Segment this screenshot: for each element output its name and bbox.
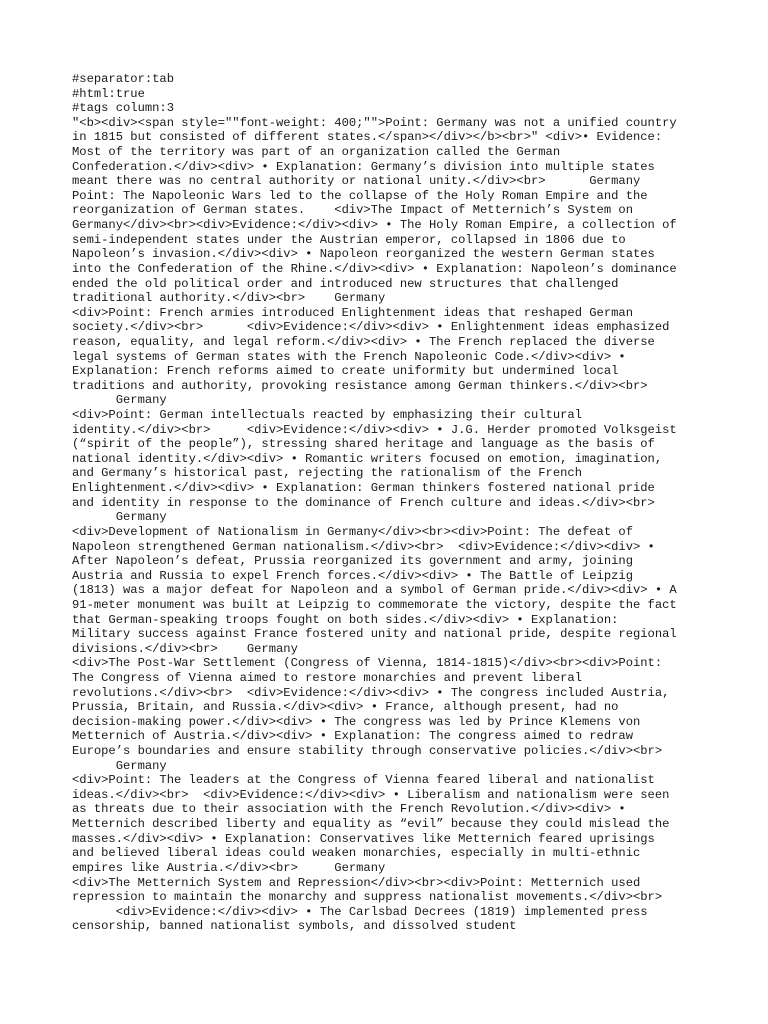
text-line: into the Confederation of the Rhine.</div><div> • Explanation: Napoleon’s dominance bbox=[72, 261, 677, 276]
text-line: After Napoleon’s defeat, Prussia reorganized its government and army, joining bbox=[72, 554, 633, 569]
text-line: and identity in response to the dominance of French culture and ideas.</div><br> bbox=[72, 495, 655, 510]
text-line: Austria and Russia to expel French forces.</div><div> • The Battle of Leipzig bbox=[72, 568, 633, 583]
text-line: <div>Point: French armies introduced Enlightenment ideas that reshaped German bbox=[72, 305, 633, 320]
text-line: repression to maintain the monarchy and suppress nationalist movements.</div><br> bbox=[72, 890, 663, 905]
text-line: The Congress of Vienna aimed to restore monarchies and prevent liberal bbox=[72, 670, 582, 685]
text-line: revolutions.</div><br> <div>Evidence:</div><div> • The congress included Austria, bbox=[72, 685, 670, 700]
text-line: Metternich of Austria.</div><div> • Explanation: The congress aimed to redraw bbox=[72, 729, 633, 744]
text-line: legal systems of German states with the French Napoleonic Code.</div><div> • bbox=[72, 349, 626, 364]
text-line: national identity.</div><div> • Romantic writers focused on emotion, imagination, bbox=[72, 451, 663, 466]
text-line: 91-meter monument was built at Leipzig to commemorate the victory, despite the fact bbox=[72, 597, 677, 612]
text-line: traditional authority.</div><br> Germany bbox=[72, 291, 386, 306]
text-line: masses.</div><div> • Explanation: Conservatives like Metternich feared uprisings bbox=[72, 831, 655, 846]
document-page bbox=[72, 72, 762, 934]
text-line: Most of the territory was part of an organization called the German bbox=[72, 145, 561, 160]
text-line: Prussia, Britain, and Russia.</div><div> • France, although present, had no bbox=[72, 700, 619, 715]
text-line: that German-speaking troops fought on both sides.</div><div> • Explanation: bbox=[72, 612, 619, 627]
text-line: reason, equality, and legal reform.</div><div> • The French replaced the diverse bbox=[72, 334, 655, 349]
text-line: empires like Austria.</div><br> Germany bbox=[72, 860, 386, 875]
text-line: divisions.</div><br> Germany bbox=[72, 641, 298, 656]
text-line: "<b><div><span style=""font-weight: 400;"">Point: Germany was not a unified country bbox=[72, 115, 677, 130]
text-line: Metternich described liberty and equality as “evil” because they could mislead the bbox=[72, 817, 670, 832]
text-line: <div>Development of Nationalism in Germany</div><br><div>Point: The defeat of bbox=[72, 524, 633, 539]
text-line: (“spirit of the people”), stressing shared heritage and language as the basis of bbox=[72, 437, 655, 452]
text-line: reorganization of German states. <div>The Impact of Metternich’s System on bbox=[72, 203, 633, 218]
text-line: <div>Point: The leaders at the Congress of Vienna feared liberal and nationalist bbox=[72, 773, 655, 788]
text-line: <div>The Post-War Settlement (Congress of Vienna, 1814-1815)</div><br><div>Point: bbox=[72, 656, 663, 671]
text-line: Napoleon’s invasion.</div><div> • Napoleon reorganized the western German states bbox=[72, 247, 655, 262]
text-line: Military success against France fostered unity and national pride, despite regional bbox=[72, 627, 677, 642]
text-line: decision-making power.</div><div> • The congress was led by Prince Klemens von bbox=[72, 714, 641, 729]
text-line: as threats due to their association with the French Revolution.</div><div> • bbox=[72, 802, 626, 817]
text-line: Point: The Napoleonic Wars led to the collapse of the Holy Roman Empire and the bbox=[72, 188, 648, 203]
text-line: meant there was no central authority or national unity.</div><br> Germany bbox=[72, 174, 641, 189]
text-line: (1813) was a major defeat for Napoleon and a symbol of German pride.</div><div> • A bbox=[72, 583, 677, 598]
text-line: censorship, banned nationalist symbols, and dissolved student bbox=[72, 919, 517, 934]
text-line: ended the old political order and introduced new structures that challenged bbox=[72, 276, 619, 291]
text-line: <div>The Metternich System and Repression</div><br><div>Point: Metternich used bbox=[72, 875, 641, 890]
text-line: traditions and authority, provoking resistance among German thinkers.</div><br> bbox=[72, 378, 648, 393]
text-line: and Germany’s historical past, rejecting the rationalism of the French bbox=[72, 466, 582, 481]
text-line: semi-independent states under the Austrian emperor, collapsed in 1806 due to bbox=[72, 232, 626, 247]
text-line: identity.</div><br> <div>Evidence:</div><div> • J.G. Herder promoted Volksgeist bbox=[72, 422, 677, 437]
text-line: Confederation.</div><div> • Explanation: Germany’s division into multiple states bbox=[72, 159, 655, 174]
text-line: society.</div><br> <div>Evidence:</div><div> • Enlightenment ideas emphasized bbox=[72, 320, 670, 335]
text-line: Napoleon strengthened German nationalism.</div><br> <div>Evidence:</div><div> • bbox=[72, 539, 655, 554]
text-line: Explanation: French reforms aimed to create uniformity but undermined local bbox=[72, 364, 619, 379]
text-line: Europe’s boundaries and ensure stability through conservative policies.</div><br> bbox=[72, 744, 663, 759]
text-line: #html:true bbox=[72, 86, 145, 101]
text-line: <div>Evidence:</div><div> • The Carlsbad Decrees (1819) implemented press bbox=[72, 904, 648, 919]
text-line: Enlightenment.</div><div> • Explanation: German thinkers fostered national pride bbox=[72, 481, 655, 496]
text-line: ideas.</div><br> <div>Evidence:</div><div> • Liberalism and nationalism were seen bbox=[72, 787, 670, 802]
text-line: Germany</div><br><div>Evidence:</div><div> • The Holy Roman Empire, a collection of bbox=[72, 218, 677, 233]
text-line: Germany bbox=[72, 758, 167, 773]
text-line: #separator:tab bbox=[72, 72, 174, 86]
text-line: <div>Point: German intellectuals reacted by emphasizing their cultural bbox=[72, 408, 582, 423]
text-line: Germany bbox=[72, 510, 167, 525]
text-line: #tags column:3 bbox=[72, 101, 174, 116]
text-line: in 1815 but consisted of different states.</span></div></b><br>" <div>• Evidence: bbox=[72, 130, 663, 145]
text-line: Germany bbox=[72, 393, 167, 408]
text-line: and believed liberal ideas could weaken monarchies, especially in multi-ethnic bbox=[72, 846, 641, 861]
